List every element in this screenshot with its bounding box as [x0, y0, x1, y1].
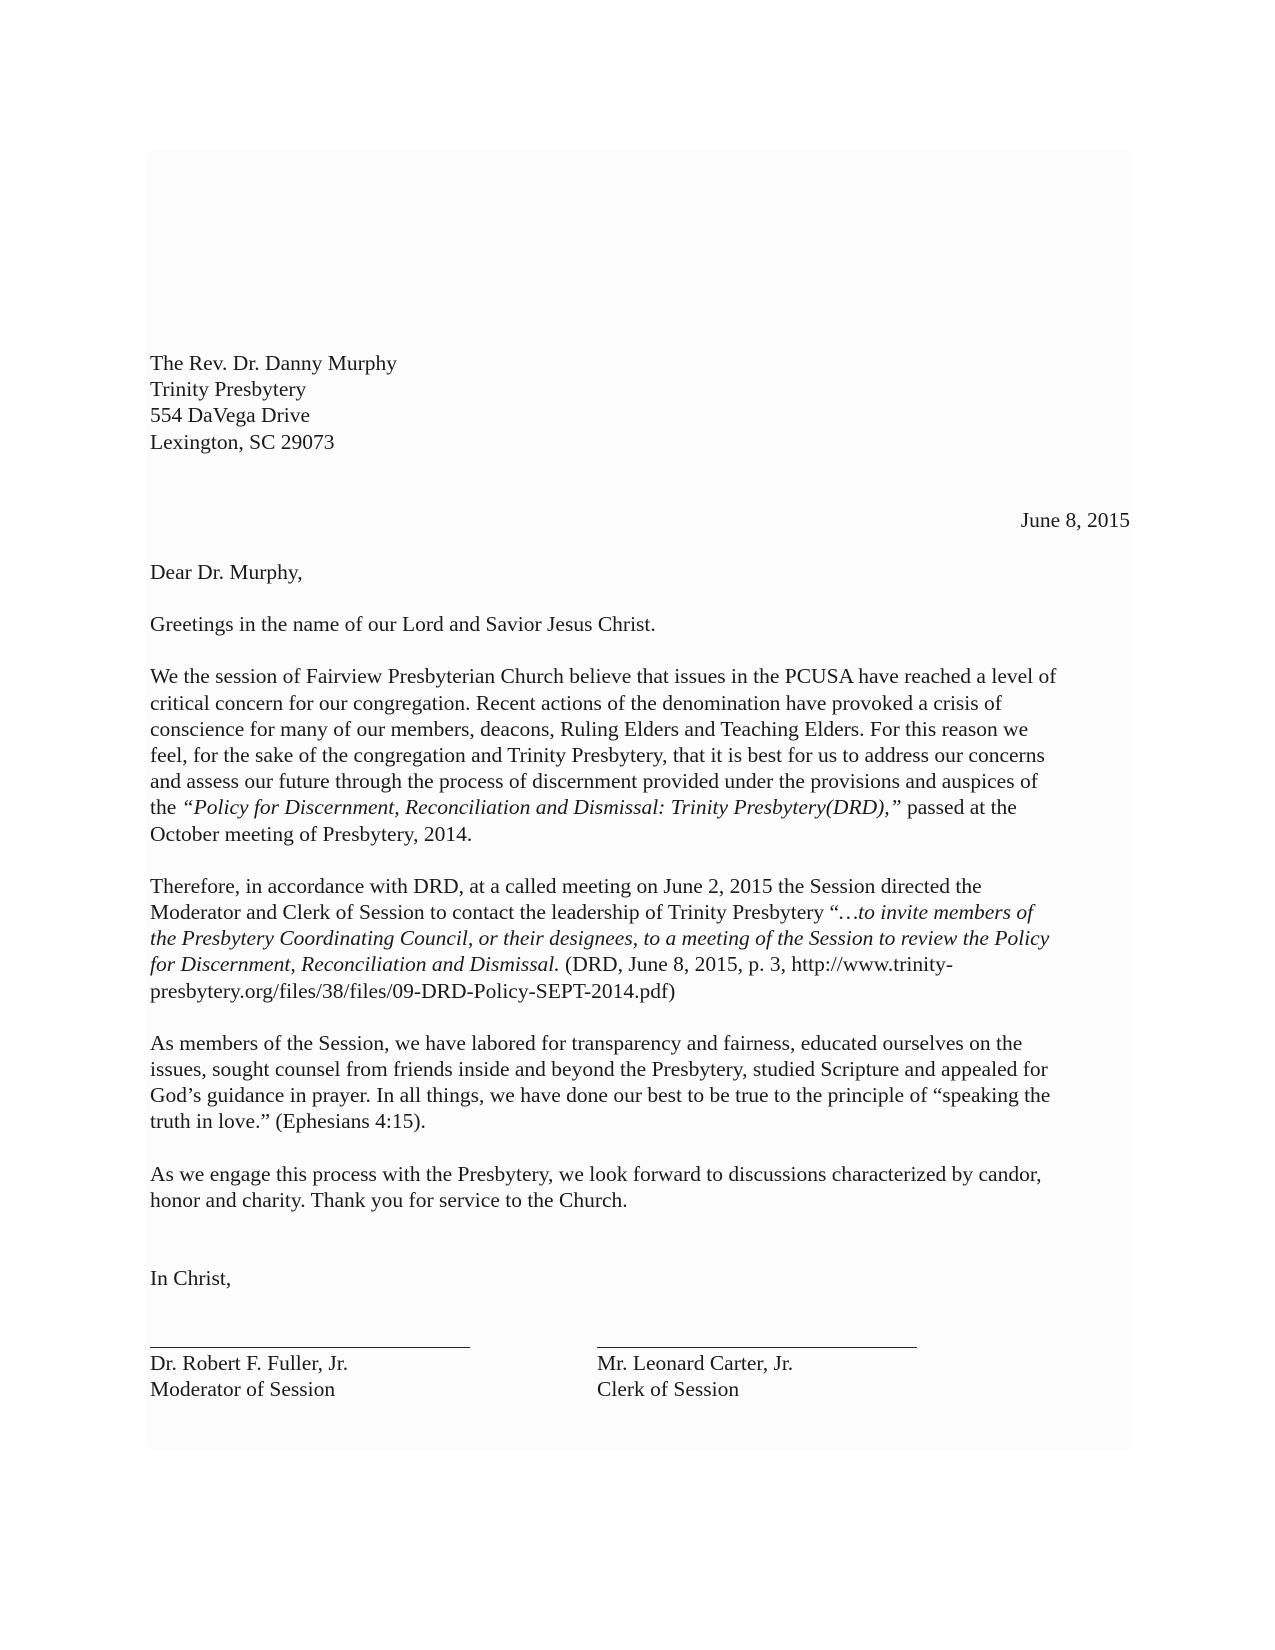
paragraph-line: We the session of Fairview Presbyterian Church believe that issues in the PCUSA have reached a level of [150, 664, 1057, 689]
paragraph-line: critical concern for our congregation. Recent actions of the denomination have provoked a crisis of [150, 690, 1002, 715]
paragraph-line: and assess our future through the process of discernment provided under the provisions and auspices of [150, 769, 1038, 794]
recipient-street: 554 DaVega Drive [150, 403, 311, 428]
paragraph-concerns [150, 663, 1130, 846]
paragraph-line: October meeting of Presbytery, 2014. [150, 821, 473, 846]
paragraph-line: Therefore, in accordance with DRD, at a called meeting on June 2, 2015 the Session directed the [150, 873, 982, 898]
signature-block [150, 1347, 1130, 1427]
paragraph-line: truth in love.” (Ephesians 4:15). [150, 1109, 426, 1134]
paragraph-line [150, 951, 1130, 977]
citation-text: (DRD, June 8, 2015, p. 3, http://www.trinity- [559, 952, 954, 977]
paragraph-line [150, 794, 1130, 820]
paragraph-line [150, 899, 1130, 925]
complimentary-closing: In Christ, [150, 1266, 232, 1291]
letter-body [150, 350, 1130, 1427]
letter-date: June 8, 2015 [1020, 507, 1130, 532]
greeting-paragraph: Greetings in the name of our Lord and Savior Jesus Christ. [150, 612, 656, 637]
quote-italic: …to invite members of [839, 900, 1034, 925]
signatory-moderator [150, 1347, 470, 1402]
recipient-organization: Trinity Presbytery [150, 377, 307, 402]
quote-italic: the Presbytery Coordinating Council, or their designees, to a meeting of the Session to review the Policy [150, 926, 1050, 951]
paragraph-line: God’s guidance in prayer. In all things, we have done our best to be true to the principle of “speaking the [150, 1083, 1051, 1108]
recipient-address [150, 350, 1130, 455]
paragraph-line: honor and charity. Thank you for service to the Church. [150, 1187, 628, 1212]
paragraph-line: issues, sought counsel from friends inside and beyond the Presbytery, studied Scripture and appealed for [150, 1057, 1048, 1082]
signatory-clerk [597, 1347, 917, 1402]
signatory-name: Mr. Leonard Carter, Jr. [597, 1351, 794, 1376]
citation-url: presbytery.org/files/38/files/09-DRD-Policy-SEPT-2014.pdf) [150, 978, 676, 1003]
signatory-name: Dr. Robert F. Fuller, Jr. [150, 1351, 349, 1376]
signature-line [597, 1347, 917, 1348]
paragraph-closing-remarks [150, 1161, 1130, 1213]
salutation: Dear Dr. Murphy, [150, 560, 303, 585]
recipient-city: Lexington, SC 29073 [150, 429, 335, 454]
paragraph-session-efforts [150, 1030, 1130, 1135]
text-run: the [150, 795, 182, 820]
text-run: Moderator and Clerk of Session to contact the leadership of Trinity Presbytery “ [150, 900, 840, 925]
recipient-name: The Rev. Dr. Danny Murphy [150, 351, 398, 375]
signatory-title: Clerk of Session [597, 1377, 740, 1402]
paragraph-line: conscience for many of our members, deacons, Ruling Elders and Teaching Elders. For this reason we [150, 716, 1029, 741]
quote-italic: for Discernment, Reconciliation and Dismissal. [150, 952, 560, 977]
paragraph-line: As we engage this process with the Presbytery, we look forward to discussions characterized by candor, [150, 1161, 1042, 1186]
signatory-title: Moderator of Session [150, 1377, 336, 1402]
paragraph-line: feel, for the sake of the congregation and Trinity Presbytery, that it is best for us to address our concerns [150, 743, 1045, 768]
paragraph-line: As members of the Session, we have labored for transparency and fairness, educated ourselves on the [150, 1030, 1023, 1055]
signature-line [150, 1347, 470, 1348]
paragraph-called-meeting [150, 873, 1130, 1004]
text-run: passed at the [901, 795, 1017, 820]
policy-title-italic: “Policy for Discernment, Reconciliation and Dismissal: Trinity Presbytery(DRD),” [181, 795, 902, 820]
paragraph-line [150, 925, 1130, 951]
